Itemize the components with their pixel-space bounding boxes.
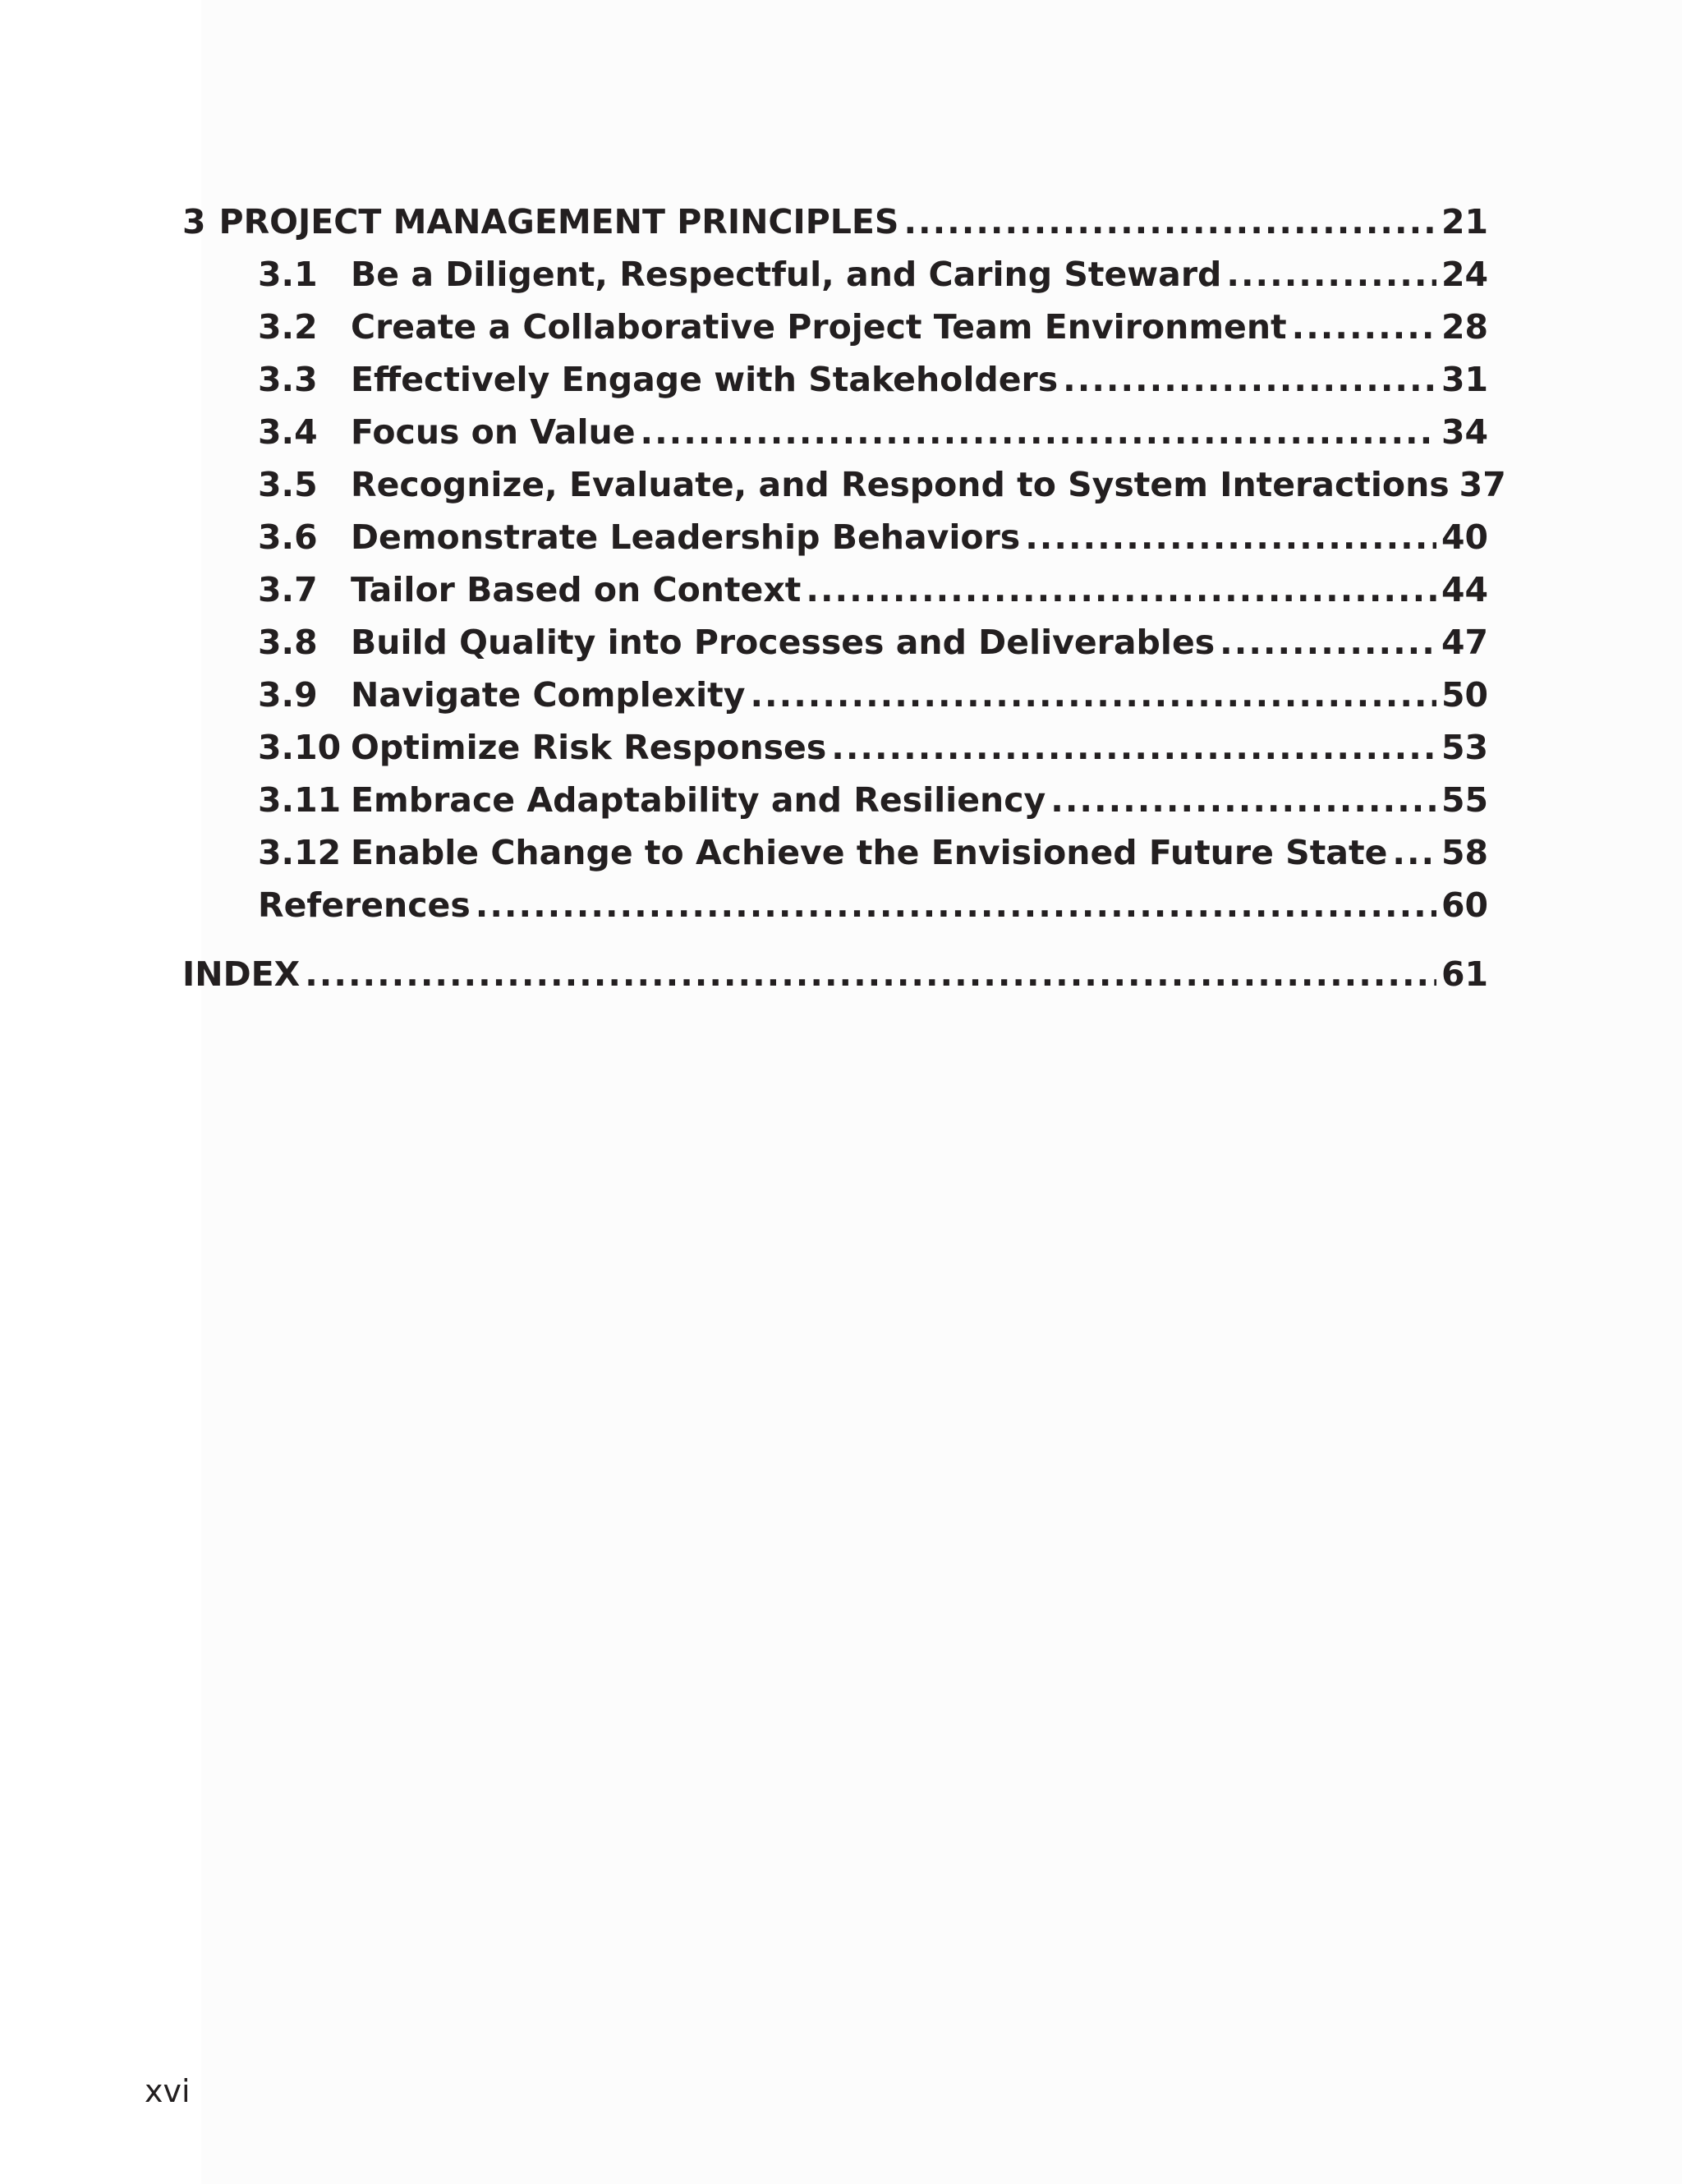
toc-title: Be a Diligent, Respectful, and Caring Steward	[351, 255, 1222, 294]
toc-page-number: 40	[1441, 517, 1488, 557]
toc-page-number: 44	[1441, 570, 1488, 609]
toc-page-number: 55	[1441, 780, 1488, 820]
dot-leader	[806, 563, 1436, 616]
toc-number: 3	[182, 202, 206, 241]
dot-leader	[903, 195, 1436, 248]
toc-section-3-10[interactable]	[182, 721, 1488, 774]
toc-page-number: 37	[1459, 465, 1506, 504]
toc-number: 3.3	[258, 360, 318, 399]
toc-title: Tailor Based on Context	[351, 570, 802, 609]
toc-number: 3.9	[258, 675, 318, 715]
toc-title: References	[258, 885, 471, 925]
toc-page-number: 47	[1441, 623, 1488, 662]
toc-title: Recognize, Evaluate, and Respond to System Interactions	[351, 465, 1450, 504]
toc-title: Effectively Engage with Stakeholders	[351, 360, 1059, 399]
toc-section-3-2[interactable]	[182, 301, 1488, 353]
dot-leader	[305, 948, 1436, 1000]
dot-leader	[1392, 826, 1436, 879]
toc-page-number: 60	[1441, 885, 1488, 925]
toc-page-number: 53	[1441, 728, 1488, 767]
dot-leader	[1050, 774, 1436, 826]
toc-title: Focus on Value	[351, 412, 636, 452]
toc-page-number: 24	[1441, 255, 1488, 294]
toc-section-3-1[interactable]	[182, 248, 1488, 301]
toc-section-3-7[interactable]	[182, 563, 1488, 616]
toc-section-3-11[interactable]	[182, 774, 1488, 826]
toc-number: 3.7	[258, 570, 318, 609]
toc-page-number: 31	[1441, 360, 1488, 399]
toc-number: 3.8	[258, 623, 318, 662]
toc-section-3-8[interactable]	[182, 616, 1488, 669]
toc-number: 3.1	[258, 255, 318, 294]
dot-leader	[641, 406, 1436, 458]
dot-leader	[1025, 511, 1436, 563]
toc-page-number: 28	[1441, 307, 1488, 347]
toc-title: Enable Change to Achieve the Envisioned Future State	[351, 833, 1388, 872]
dot-leader	[750, 669, 1436, 721]
page-folio: xvi	[145, 2073, 191, 2109]
toc-title: Navigate Complexity	[351, 675, 746, 715]
dot-leader	[1226, 248, 1436, 301]
toc-number: 3.4	[258, 412, 318, 452]
toc-number: 3.5	[258, 465, 318, 504]
dot-leader	[476, 879, 1436, 931]
toc-index[interactable]	[182, 948, 1488, 1000]
dot-leader	[831, 721, 1436, 774]
dot-leader	[1220, 616, 1436, 669]
toc-title: PROJECT MANAGEMENT PRINCIPLES	[218, 202, 899, 241]
toc-page-number: 21	[1441, 202, 1488, 241]
toc-number: 3.6	[258, 517, 318, 557]
table-of-contents	[182, 195, 1506, 1000]
toc-title: Build Quality into Processes and Deliverables	[351, 623, 1216, 662]
dot-leader	[1292, 301, 1436, 353]
toc-references[interactable]	[182, 879, 1488, 931]
toc-page-number: 58	[1441, 833, 1488, 872]
toc-section-3-12[interactable]	[182, 826, 1488, 879]
toc-section-3-9[interactable]	[182, 669, 1488, 721]
toc-title: Create a Collaborative Project Team Environment	[351, 307, 1287, 347]
toc-section-3-6[interactable]	[182, 511, 1488, 563]
toc-section-3-3[interactable]	[182, 353, 1488, 406]
toc-chapter-3[interactable]	[182, 195, 1488, 248]
toc-title: Optimize Risk Responses	[351, 728, 827, 767]
dot-leader	[1063, 353, 1436, 406]
toc-title: Demonstrate Leadership Behaviors	[351, 517, 1021, 557]
toc-title: INDEX	[182, 954, 301, 994]
toc-page-number: 50	[1441, 675, 1488, 715]
toc-section-3-4[interactable]	[182, 406, 1488, 458]
toc-number: 3.12	[258, 833, 342, 872]
toc-number: 3.2	[258, 307, 318, 347]
toc-number: 3.11	[258, 780, 342, 820]
toc-section-3-5[interactable]	[182, 458, 1506, 511]
toc-title: Embrace Adaptability and Resiliency	[351, 780, 1046, 820]
toc-number: 3.10	[258, 728, 342, 767]
toc-page-number: 34	[1441, 412, 1488, 452]
toc-page-number: 61	[1441, 954, 1488, 994]
